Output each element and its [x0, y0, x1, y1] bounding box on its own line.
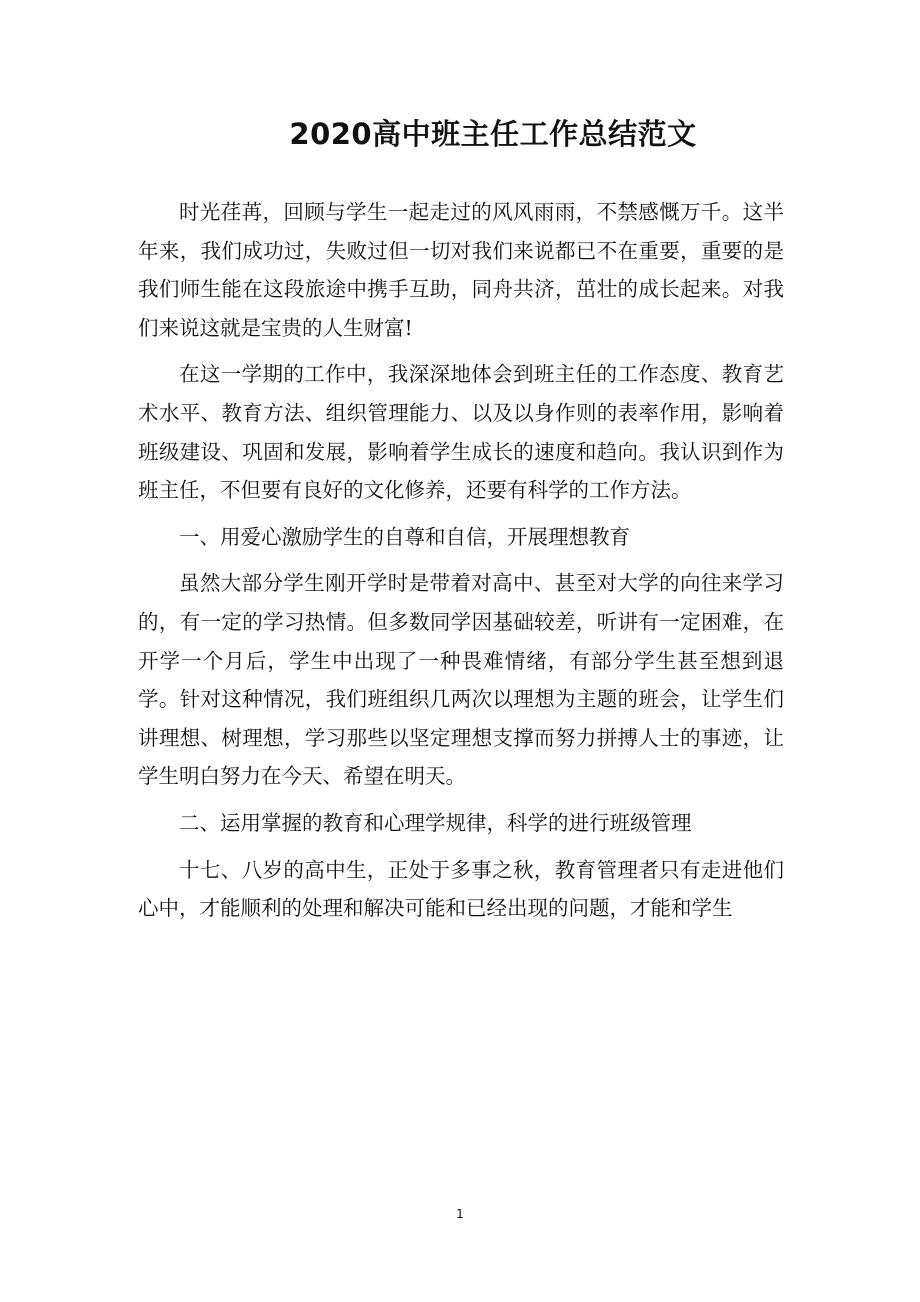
- paragraph-reflection: 在这一学期的工作中，我深深地体会到班主任的工作态度、教育艺术水平、教育方法、组织管理能力、以及以身作则的表率作用，影响着班级建设、巩固和发展，影响着学生成长的速度和趋向。我认识到作为班主任，不但要有良好的文化修养，还要有科学的工作方法。: [138, 362, 784, 503]
- paragraph-ideal-education: 虽然大部分学生刚开学时是带着对高中、甚至对大学的向往来学习的，有一定的学习热情。但多数同学因基础较差，听讲有一定困难，在开学一个月后，学生中出现了一种畏难情绪，有部分学生甚至想到退学。针对这种情况，我们班组织几两次以理想为主题的班会，让学生们讲理想、树理想，学习那些以坚定理想支撑而努力拼搏人士的事迹，让学生明白努力在今天、希望在明天。: [138, 571, 784, 789]
- paragraph-class-management: 十七、八岁的高中生，正处于多事之秋，教育管理者只有走进他们心中，才能顺利的处理和解决可能和已经出现的问题，才能和学生: [138, 857, 784, 921]
- section-heading-2: 二、运用掌握的教育和心理学规律，科学的进行班级管理: [179, 810, 692, 835]
- paragraph-intro: 时光荏苒，回顾与学生一起走过的风风雨雨，不禁感慨万千。这半年来，我们成功过，失败过但一切对我们来说都已不在重要，重要的是我们师生能在这段旅途中携手互助，同舟共济，茁壮的成长起来。对我们来说这就是宝贵的人生财富!: [138, 200, 784, 340]
- section-heading-1: 一、用爱心激励学生的自尊和自信，开展理想教育: [179, 524, 630, 549]
- document-body: [138, 193, 784, 928]
- page-number: 1: [456, 1207, 464, 1221]
- document-title: 2020高中班主任工作总结范文: [289, 117, 697, 151]
